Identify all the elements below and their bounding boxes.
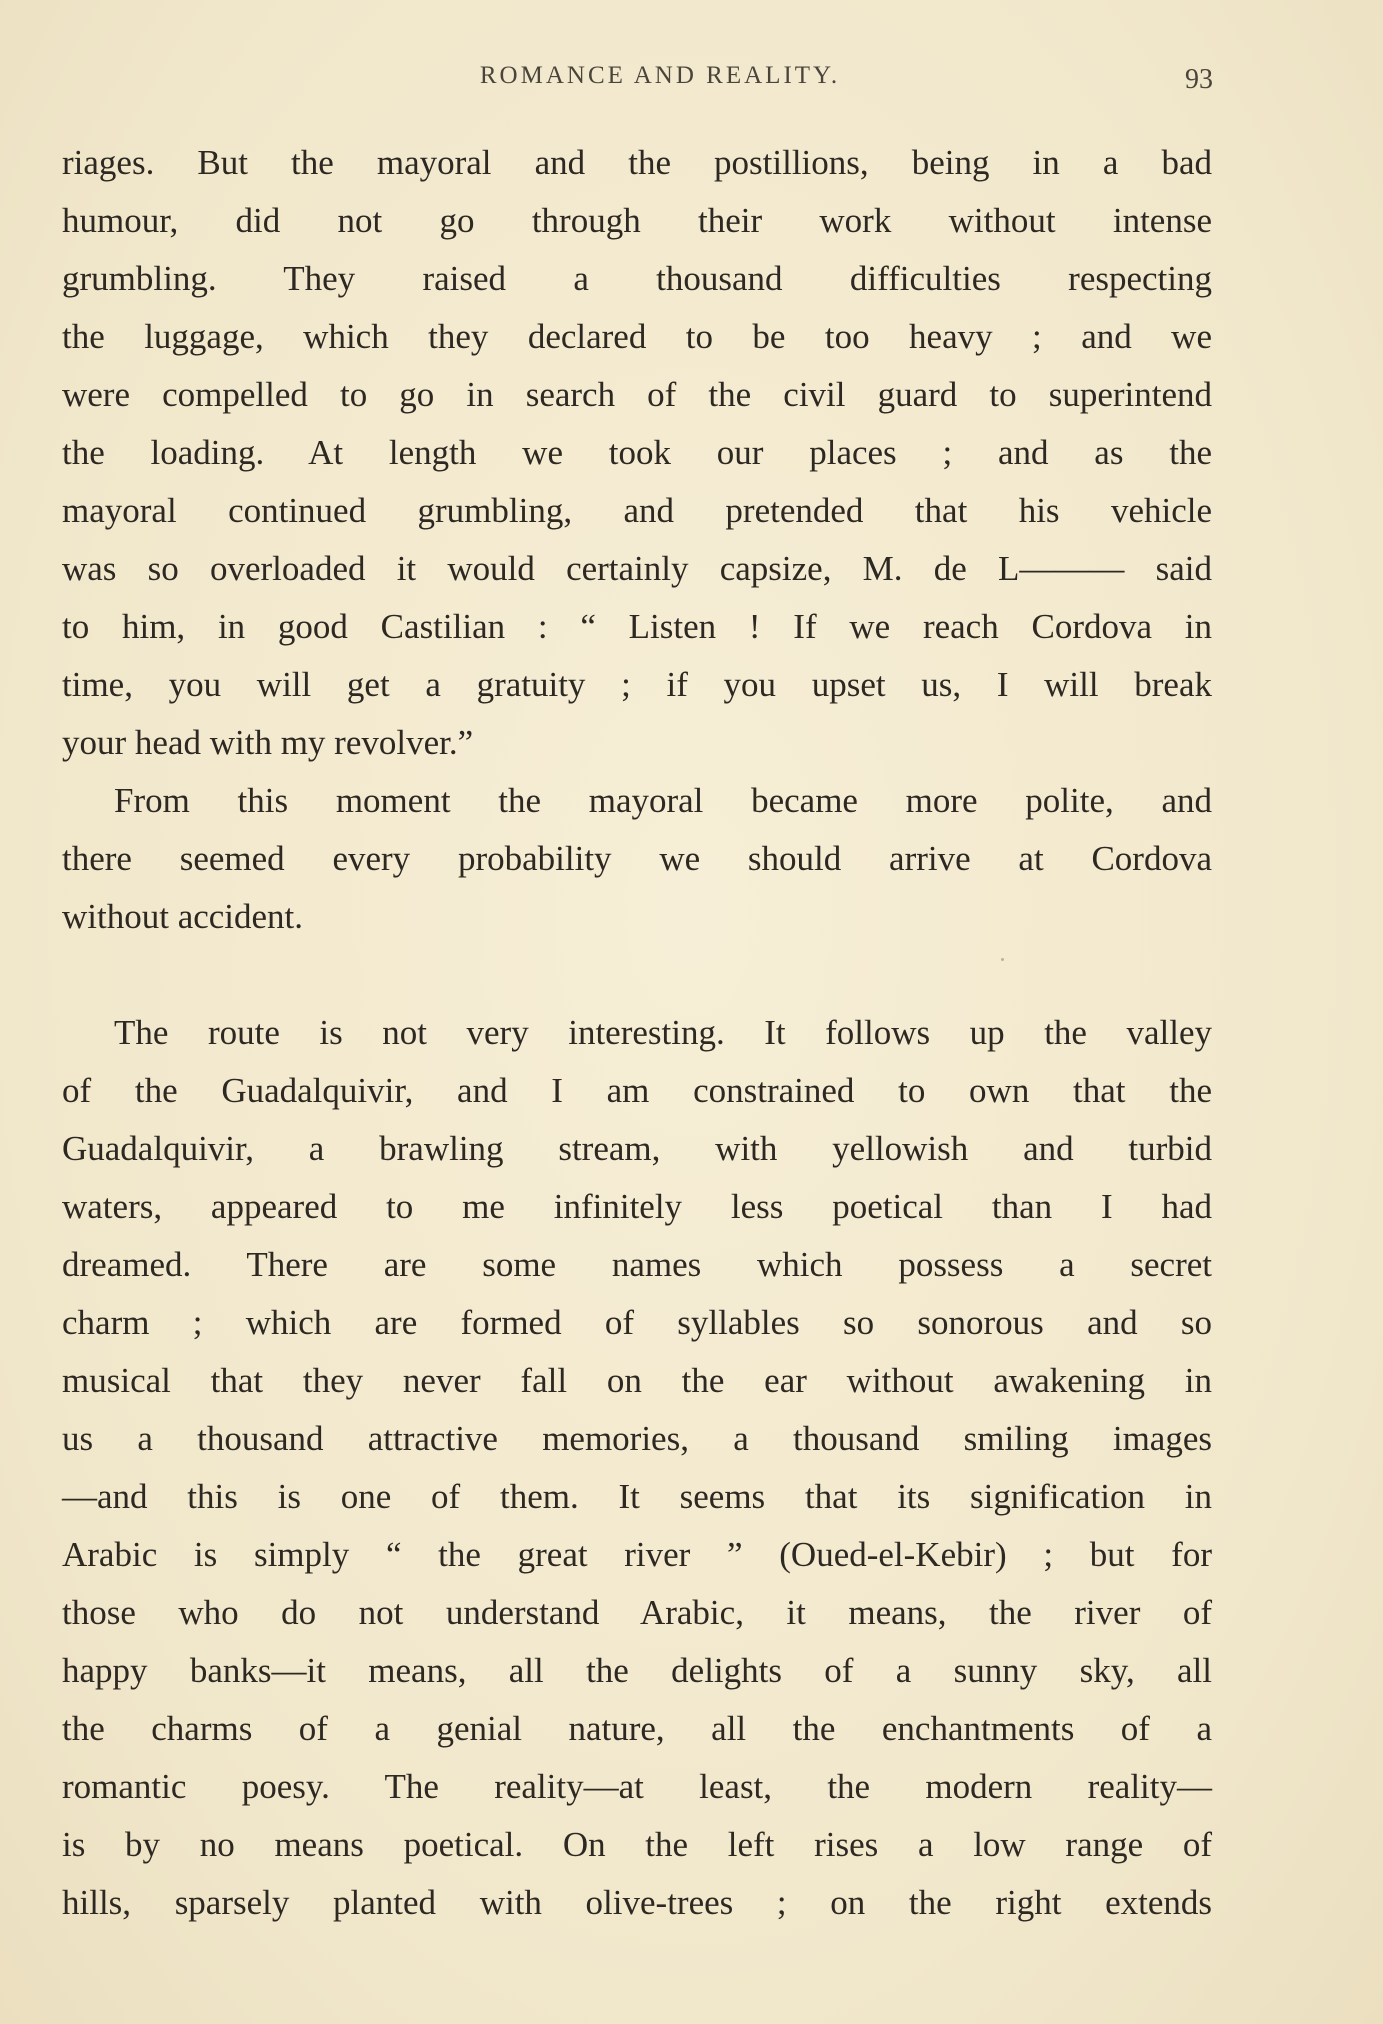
- running-header: [0, 58, 1383, 98]
- text-line: us a thousand attractive memories, a thousand smiling images: [62, 1419, 1212, 1458]
- text-line: were compelled to go in search of the civil guard to superintend: [62, 375, 1212, 414]
- text-line: From this moment the mayoral became more polite, and: [114, 781, 1212, 820]
- text-line: the charms of a genial nature, all the enchantments of a: [62, 1709, 1212, 1748]
- text-line: The route is not very interesting. It follows up the valley: [114, 1013, 1212, 1052]
- text-line: romantic poesy. The reality—at least, the modern reality—: [62, 1767, 1212, 1806]
- text-line: charm ; which are formed of syllables so sonorous and so: [62, 1303, 1212, 1342]
- running-title: ROMANCE AND REALITY.: [479, 62, 841, 89]
- text-line: mayoral continued grumbling, and pretended that his vehicle: [62, 491, 1212, 530]
- page-number: 93: [1185, 64, 1213, 95]
- text-line: dreamed. There are some names which possess a secret: [62, 1245, 1212, 1284]
- text-line: to him, in good Castilian : “ Listen ! If we reach Cordova in: [62, 607, 1212, 646]
- text-line: those who do not understand Arabic, it means, the river of: [62, 1593, 1212, 1632]
- text-line: Arabic is simply “ the great river ” (Oued-el-Kebir) ; but for: [62, 1535, 1212, 1574]
- text-line: is by no means poetical. On the left rises a low range of: [62, 1825, 1212, 1864]
- text-line: the loading. At length we took our places ; and as the: [62, 433, 1212, 472]
- section-break-mark: [1001, 958, 1004, 961]
- text-line: your head with my revolver.”: [62, 723, 474, 762]
- text-line: was so overloaded it would certainly capsize, M. de L——— said: [62, 549, 1212, 588]
- text-line: of the Guadalquivir, and I am constrained to own that the: [62, 1071, 1212, 1110]
- text-line: riages. But the mayoral and the postillions, being in a bad: [62, 143, 1212, 182]
- text-line: time, you will get a gratuity ; if you upset us, I will break: [62, 665, 1212, 704]
- text-line: hills, sparsely planted with olive-trees ; on the right extends: [62, 1883, 1212, 1922]
- text-line: the luggage, which they declared to be too heavy ; and we: [62, 317, 1212, 356]
- text-line: without accident.: [62, 897, 304, 936]
- text-line: happy banks—it means, all the delights of a sunny sky, all: [62, 1651, 1212, 1690]
- text-line: humour, did not go through their work without intense: [62, 201, 1212, 240]
- text-line: there seemed every probability we should arrive at Cordova: [62, 839, 1212, 878]
- text-line: —and this is one of them. It seems that its signification in: [62, 1477, 1212, 1516]
- text-line: musical that they never fall on the ear without awakening in: [62, 1361, 1212, 1400]
- text-line: grumbling. They raised a thousand difficulties respecting: [62, 259, 1212, 298]
- text-line: Guadalquivir, a brawling stream, with yellowish and turbid: [62, 1129, 1212, 1168]
- text-line: waters, appeared to me infinitely less poetical than I had: [62, 1187, 1212, 1226]
